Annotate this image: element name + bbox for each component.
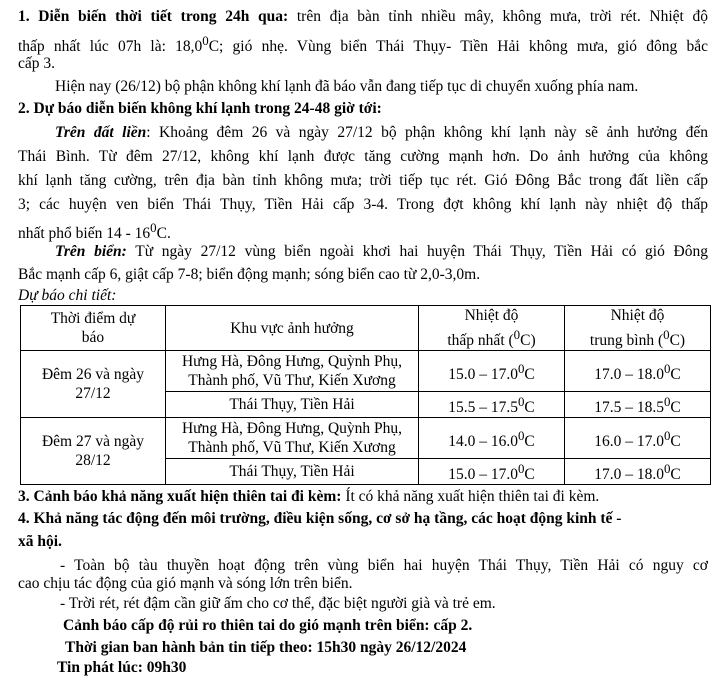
section-1-heading: 1. Diễn biến thời tiết trong 24h qua: xyxy=(18,8,289,25)
land-label: Trên đất liền xyxy=(55,124,147,141)
header-time: Thời điểm dự báo xyxy=(21,306,166,351)
impact-line-1: - Toàn bộ tàu thuyền hoạt động trên vùng biển hai huyện Thái Thụy, Tiền Hải có nguy cơ xyxy=(60,557,708,574)
sea-line-2: Bắc mạnh cấp 6, giật cấp 7-8; biển động mạnh; sóng biển cao từ 2,0-3,0m. xyxy=(18,266,481,283)
section-3-heading: 3. Cảnh báo khả năng xuất hiện thiên tai đi kèm: xyxy=(18,488,342,505)
risk-warning: Cảnh báo cấp độ rủi ro thiên tai do gió mạnh trên biển: cấp 2. xyxy=(63,617,473,634)
impact-line-2: cao chịu tác động của gió mạnh và sóng lớn trên biển. xyxy=(18,575,353,592)
section-4-heading-line-1: 4. Khả năng tác động đến môi trường, điều kiện sống, cơ sở hạ tầng, các hoạt động kinh tế - xyxy=(18,510,622,527)
header-min-temp: Nhiệt độ thấp nhất ($^0$C) xyxy=(419,306,565,351)
min-temp-cell: 15.5 – 17.5$^0$C xyxy=(419,392,565,418)
table-row xyxy=(21,418,711,459)
land-line-3: khí lạnh tăng cường, trên địa bàn tỉnh không mưa; trời tiếp tục rét. Gió Đông Bắc trong đất liền cấp xyxy=(18,172,708,189)
issued-time: Tin phát lúc: 09h30 xyxy=(57,659,187,676)
section-1-line-3: cấp 3. xyxy=(18,55,56,72)
time-cell: Đêm 27 và ngày 28/12 xyxy=(21,418,166,485)
area-cell: Hưng Hà, Đông Hưng, Quỳnh Phụ, Thành phố, Vũ Thư, Kiến Xương xyxy=(166,418,419,459)
area-cell: Thái Thụy, Tiền Hải xyxy=(166,392,419,418)
land-line-5: nhất phổ biến $14 - 16^0C$. xyxy=(18,220,171,243)
header-area: Khu vực ảnh hưởng xyxy=(166,306,419,351)
table-row xyxy=(21,351,711,392)
table-header-row xyxy=(21,306,711,351)
forecast-table xyxy=(20,305,711,485)
land-line-4: 3; các huyện ven biển Thái Thụy, Tiền Hải cấp 3-4. Trong đợt không khí lạnh này nhiệt độ thấp xyxy=(18,196,708,213)
min-temp-cell: 15.0 – 17.0$^0$C xyxy=(419,459,565,485)
area-cell: Hưng Hà, Đông Hưng, Quỳnh Phụ, Thành phố, Vũ Thư, Kiến Xương xyxy=(166,351,419,392)
avg-temp-cell: 17.5 – 18.5$^0$C xyxy=(565,392,711,418)
land-line-1: Trên đất liền: Khoảng đêm 26 và ngày 27/12 bộ phận không khí lạnh này sẽ ảnh hưởng đến xyxy=(55,124,708,141)
detail-label: Dự báo chi tiết: xyxy=(18,287,117,304)
section-4-heading-line-2: xã hội. xyxy=(18,533,62,550)
sea-label: Trên biển: xyxy=(55,243,127,260)
section-2-heading: 2. Dự báo diễn biến không khí lạnh trong 24-48 giờ tới: xyxy=(18,100,382,117)
time-cell: Đêm 26 và ngày 27/12 xyxy=(21,351,166,418)
avg-temp-cell: 17.0 – 18.0$^0$C xyxy=(565,351,711,392)
land-line-2: Thái Bình. Từ đêm 27/12, không khí lạnh được tăng cường mạnh hơn. Do ảnh hưởng của không xyxy=(18,148,708,165)
section-1-line-2: thấp nhất lúc 07h là: 18,0$^0$C; gió nhẹ. Vùng biển Thái Thụy- Tiền Hải không mưa, gió đông bắc xyxy=(18,33,708,56)
sea-line-1: Trên biển: Từ ngày 27/12 vùng biển ngoài khơi hai huyện Thái Thụy, Tiền Hải có gió Đông xyxy=(55,243,708,260)
avg-temp-cell: 17.0 – 18.0$^0$C xyxy=(565,459,711,485)
min-temp-cell: 15.0 – 17.0$^0$C xyxy=(419,351,565,392)
next-bulletin-time: Thời gian ban hành bản tin tiếp theo: 15h30 ngày 26/12/2024 xyxy=(65,639,467,656)
header-avg-temp: Nhiệt độ trung bình ($^0$C) xyxy=(565,306,711,351)
area-cell: Thái Thụy, Tiền Hải xyxy=(166,459,419,485)
impact-line-3: - Trời rét, rét đậm cần giữ ấm cho cơ thể, đặc biệt người già và trẻ em. xyxy=(60,595,496,612)
section-1-line-1: 1. Diễn biến thời tiết trong 24h qua: trên địa bàn tỉnh nhiều mây, không mưa, trời rét. Nhiệt độ xyxy=(18,8,709,25)
section-1-line-4: Hiện nay (26/12) bộ phận không khí lạnh đã báo vẫn đang tiếp tục di chuyển xuống phía nam. xyxy=(55,78,639,95)
min-temp-cell: 14.0 – 16.0$^0$C xyxy=(419,418,565,459)
section-3-line: 3. Cảnh báo khả năng xuất hiện thiên tai đi kèm: Ít có khả năng xuất hiện thiên tai đi kèm. xyxy=(18,488,600,505)
avg-temp-cell: 16.0 – 17.0$^0$C xyxy=(565,418,711,459)
